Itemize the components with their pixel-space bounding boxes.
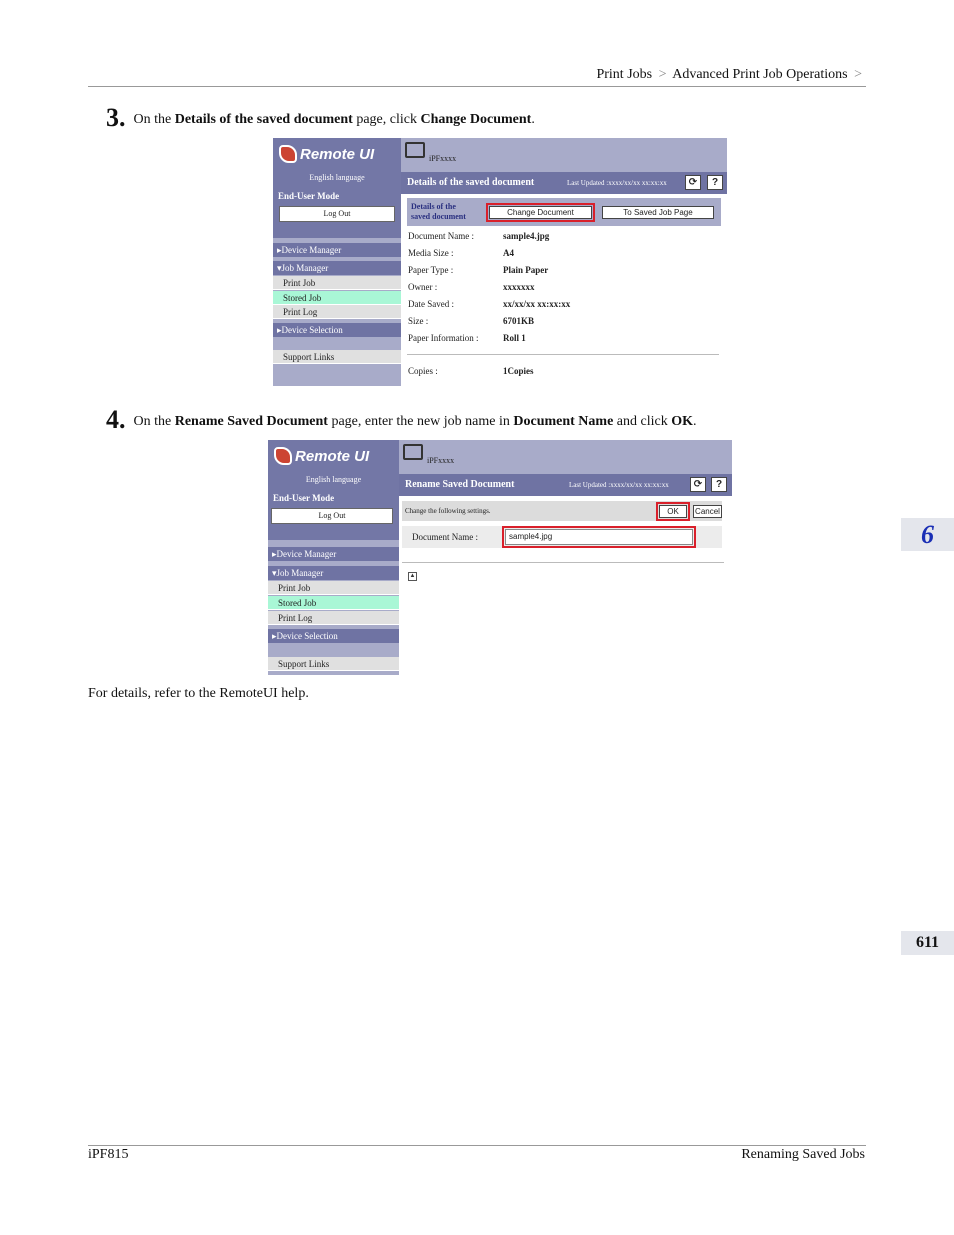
logout-button[interactable]: Log Out bbox=[279, 206, 395, 222]
nav-device-manager[interactable]: ▸Device Manager bbox=[273, 243, 401, 257]
field-label: Media Size : bbox=[408, 248, 454, 258]
field-label: Paper Type : bbox=[408, 265, 454, 275]
remote-ui-logo-icon bbox=[274, 447, 292, 465]
nav-device-manager[interactable]: ▸Device Manager bbox=[268, 547, 399, 561]
remote-ui-details-screen bbox=[273, 138, 727, 386]
printer-icon bbox=[405, 142, 425, 158]
nav-job-manager[interactable]: ▾Job Manager bbox=[268, 566, 399, 580]
field-value: A4 bbox=[503, 248, 514, 258]
content-header bbox=[399, 440, 732, 474]
language-link[interactable]: English language bbox=[309, 173, 365, 182]
header-rule bbox=[88, 86, 866, 87]
step-text: . bbox=[531, 112, 535, 127]
nav-support-links[interactable]: Support Links bbox=[268, 657, 399, 671]
document-name-label: Document Name : bbox=[412, 532, 478, 542]
remote-ui-logo bbox=[279, 145, 374, 163]
step-text: page, enter the new job name in bbox=[327, 414, 514, 429]
footer-rule bbox=[88, 1145, 866, 1146]
divider bbox=[407, 354, 719, 355]
last-updated: Last Updated :xxxx/xx/xx xx:xx:xx bbox=[569, 481, 669, 489]
step-text-bold: OK bbox=[671, 414, 693, 429]
footer-section-title: Renaming Saved Jobs bbox=[741, 1147, 865, 1162]
title-bar bbox=[401, 172, 727, 194]
title-bar bbox=[399, 474, 732, 496]
field-value: sample4.jpg bbox=[503, 231, 550, 241]
remote-ui-logo-icon bbox=[279, 145, 297, 163]
help-icon[interactable]: ? bbox=[711, 477, 727, 492]
step-text: . bbox=[693, 414, 697, 429]
nav-job-manager[interactable]: ▾Job Manager bbox=[273, 261, 401, 275]
language-link[interactable]: English language bbox=[305, 475, 362, 484]
content-header bbox=[401, 138, 727, 172]
breadcrumb-item-print-jobs[interactable]: Print Jobs bbox=[596, 67, 653, 82]
field-label: Size : bbox=[408, 316, 429, 326]
remote-ui-logo bbox=[274, 447, 369, 465]
step-number: 4. bbox=[106, 405, 126, 434]
page-title: Rename Saved Document bbox=[405, 479, 515, 490]
breadcrumb bbox=[596, 67, 865, 83]
action-bar bbox=[407, 198, 721, 226]
step-text-bold: Details of the saved document bbox=[174, 112, 353, 127]
page-title: Details of the saved document bbox=[407, 177, 535, 188]
field-value: Plain Paper bbox=[503, 265, 549, 275]
page-number: 611 bbox=[901, 931, 954, 955]
step-number: 3. bbox=[106, 103, 126, 132]
chapter-tab[interactable]: 6 bbox=[901, 518, 954, 551]
highlight-frame bbox=[502, 526, 696, 548]
document-name-row bbox=[402, 526, 722, 548]
step-text: On the bbox=[133, 112, 175, 127]
nav-device-selection[interactable]: ▸Device Selection bbox=[273, 323, 401, 337]
highlight-frame bbox=[656, 502, 690, 521]
change-document-button[interactable]: Change Document bbox=[489, 206, 592, 219]
step-4 bbox=[106, 405, 697, 435]
field-value: xx/xx/xx xx:xx:xx bbox=[503, 299, 571, 309]
step-text-bold: Document Name bbox=[513, 414, 614, 429]
field-value: Roll 1 bbox=[503, 333, 526, 343]
cancel-button[interactable]: Cancel bbox=[693, 505, 722, 518]
breadcrumb-separator: > bbox=[854, 67, 862, 82]
step-text-bold: Rename Saved Document bbox=[174, 414, 328, 429]
ok-button[interactable]: OK bbox=[659, 505, 687, 518]
copies-value: 1Copies bbox=[503, 366, 534, 376]
remote-ui-rename-screen bbox=[268, 440, 732, 675]
user-mode-label: End-User Mode bbox=[273, 493, 335, 503]
divider bbox=[402, 562, 724, 563]
field-label: Date Saved : bbox=[408, 299, 454, 309]
nav-print-job[interactable]: Print Job bbox=[273, 276, 401, 290]
help-note: For details, refer to the RemoteUI help. bbox=[88, 686, 309, 701]
last-updated: Last Updated :xxxx/xx/xx xx:xx:xx bbox=[567, 179, 667, 187]
step-3 bbox=[106, 103, 535, 133]
nav-print-log[interactable]: Print Log bbox=[268, 611, 399, 625]
printer-model: iPFxxxx bbox=[427, 456, 455, 465]
nav-stored-job[interactable]: Stored Job bbox=[273, 291, 401, 305]
field-value: xxxxxxx bbox=[503, 282, 535, 292]
document-name-input[interactable]: sample4.jpg bbox=[505, 529, 693, 545]
help-icon[interactable]: ? bbox=[707, 175, 723, 190]
field-label: Paper Information : bbox=[408, 333, 479, 343]
step-text-bold: Change Document bbox=[420, 112, 532, 127]
copies-label: Copies : bbox=[408, 366, 438, 376]
nav-support-links[interactable]: Support Links bbox=[273, 350, 401, 364]
nav-stored-job[interactable]: Stored Job bbox=[268, 596, 399, 610]
section-label bbox=[411, 202, 466, 222]
breadcrumb-separator: > bbox=[658, 67, 667, 82]
logout-button[interactable]: Log Out bbox=[271, 508, 393, 524]
step-text: page, click bbox=[352, 112, 421, 127]
printer-model: iPFxxxx bbox=[429, 154, 457, 163]
field-label: Owner : bbox=[408, 282, 438, 292]
logo-text: Remote UI bbox=[300, 145, 375, 163]
field-value: 6701KB bbox=[503, 316, 535, 326]
nav-print-job[interactable]: Print Job bbox=[268, 581, 399, 595]
section-label-line: saved document bbox=[411, 212, 466, 221]
nav-print-log[interactable]: Print Log bbox=[273, 305, 401, 319]
nav-device-selection[interactable]: ▸Device Selection bbox=[268, 629, 399, 643]
step-text: On the bbox=[133, 414, 175, 429]
step-text: and click bbox=[613, 414, 672, 429]
breadcrumb-item-advanced[interactable]: Advanced Print Job Operations bbox=[672, 67, 848, 82]
footer-model: iPF815 bbox=[88, 1147, 129, 1162]
printer-icon bbox=[403, 444, 423, 460]
field-label: Document Name : bbox=[408, 231, 474, 241]
scroll-top-icon[interactable]: ▲ bbox=[409, 573, 416, 579]
refresh-icon[interactable]: ⟳ bbox=[690, 477, 706, 492]
highlight-frame bbox=[486, 203, 595, 222]
logo-text: Remote UI bbox=[295, 447, 370, 465]
user-mode-label: End-User Mode bbox=[278, 191, 340, 201]
settings-bar bbox=[402, 501, 722, 521]
section-label-line: Details of the bbox=[411, 202, 456, 211]
instruction-text: Change the following settings. bbox=[405, 507, 491, 515]
to-saved-job-page-button[interactable]: To Saved Job Page bbox=[602, 206, 714, 219]
refresh-icon[interactable]: ⟳ bbox=[685, 175, 701, 190]
